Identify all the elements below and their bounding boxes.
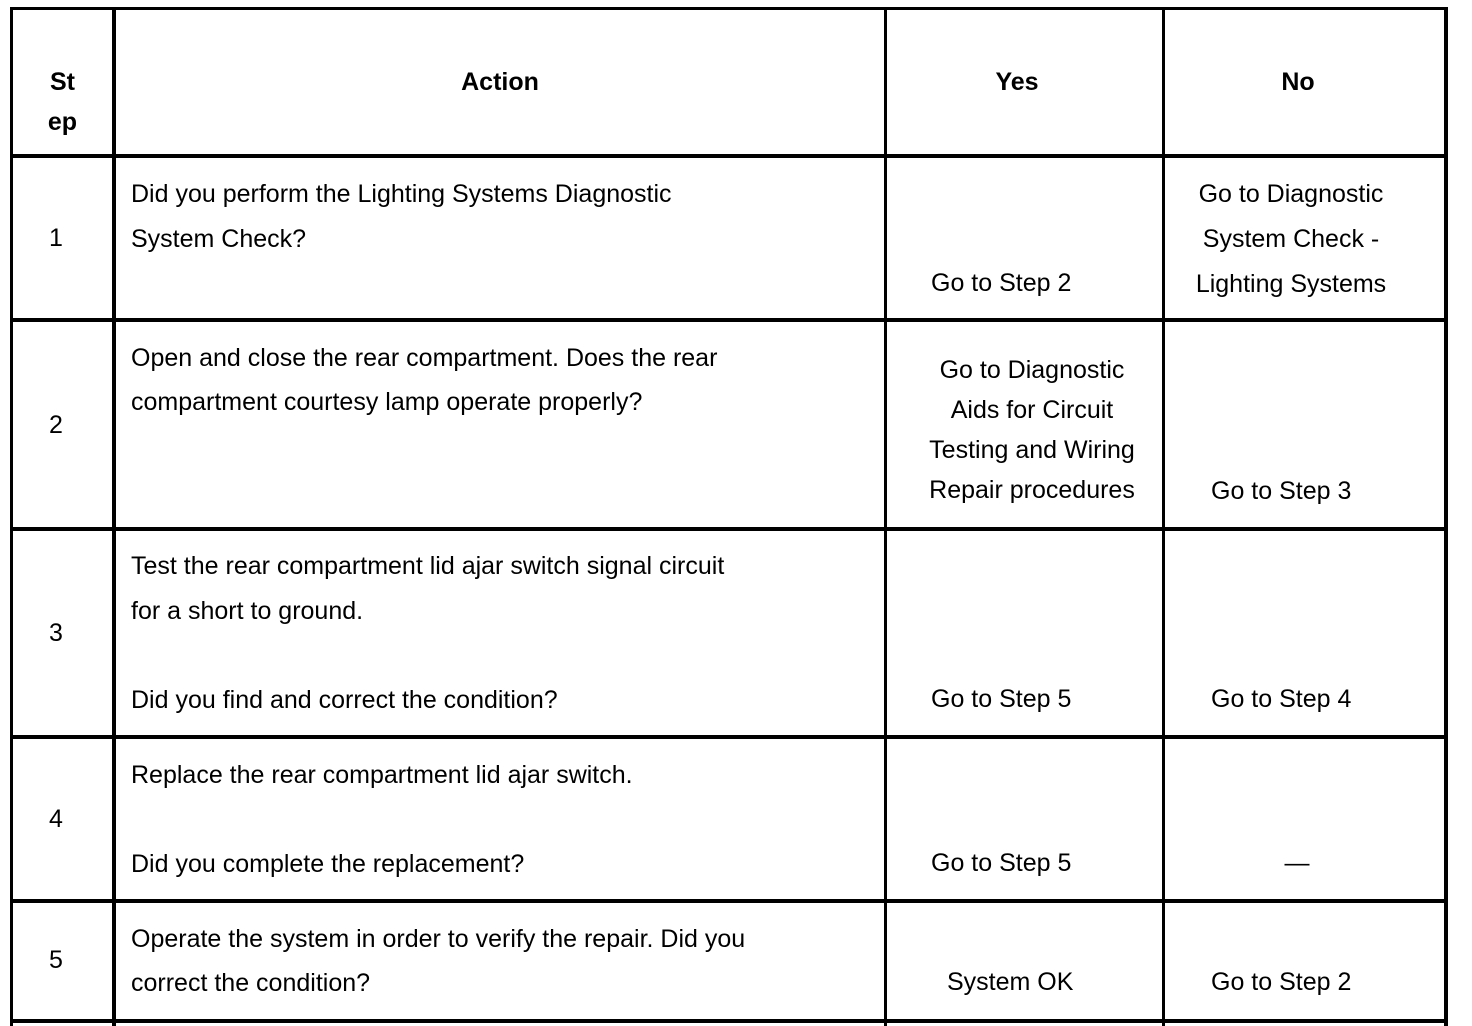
grid-line-row4-bottom [10,899,1448,903]
header-step-line2: ep [47,108,78,136]
action-line: Did you complete the replacement? [131,850,525,878]
yes-action: Go to Step 5 [931,849,1072,877]
no-action-line: System Check - [1202,225,1380,253]
yes-action-line: Aids for Circuit [950,396,1114,424]
action-line: Operate the system in order to verify the repair. Did you [131,925,746,953]
grid-line-top [10,7,1448,10]
grid-line-bottom [10,1019,1448,1023]
grid-line-left [10,7,13,1026]
grid-line-header-bottom [10,154,1448,158]
no-action-line: Go to Diagnostic [1198,180,1384,208]
yes-action: Go to Step 5 [931,685,1072,713]
step-number: 5 [49,946,63,974]
yes-action-line: Repair procedures [929,476,1135,504]
yes-action: System OK [947,968,1074,996]
header-step [13,62,112,142]
no-action: — [1284,849,1310,877]
step-number: 2 [49,411,63,439]
step-number: 3 [49,619,63,647]
no-action: Go to Step 3 [1211,477,1352,505]
header-no: No [1281,68,1315,96]
grid-line-step-action [112,7,116,1026]
grid-line-row3-bottom [10,735,1448,739]
action-line: for a short to ground. [131,597,364,625]
yes-action: Go to Step 2 [931,269,1072,297]
action-line: correct the condition? [131,969,371,997]
yes-action [897,350,1167,510]
grid-line-row1-bottom [10,318,1448,322]
grid-line-action-yes [884,7,887,1026]
action-line: Replace the rear compartment lid ajar switch. [131,761,633,789]
grid-line-right [1444,7,1448,1026]
yes-action-line: Testing and Wiring [929,436,1135,464]
no-action-line: Lighting Systems [1195,270,1387,298]
header-step-line1: St [50,68,75,96]
no-action [1170,172,1412,307]
grid-line-row2-bottom [10,527,1448,531]
header-yes: Yes [995,68,1039,96]
no-action: Go to Step 4 [1211,685,1352,713]
grid-line-yes-no [1162,7,1165,1026]
action-line: Did you find and correct the condition? [131,686,558,714]
no-action: Go to Step 2 [1211,968,1352,996]
action-line: Did you perform the Lighting Systems Diagnostic [131,180,672,208]
step-number: 1 [49,224,63,252]
action-line: Test the rear compartment lid ajar switch signal circuit [131,552,725,580]
action-line: System Check? [131,225,307,253]
header-action: Action [461,68,539,96]
step-number: 4 [49,805,63,833]
action-line: Open and close the rear compartment. Does the rear [131,344,718,372]
action-line: compartment courtesy lamp operate properly? [131,388,643,416]
yes-action-line: Go to Diagnostic [939,356,1125,384]
